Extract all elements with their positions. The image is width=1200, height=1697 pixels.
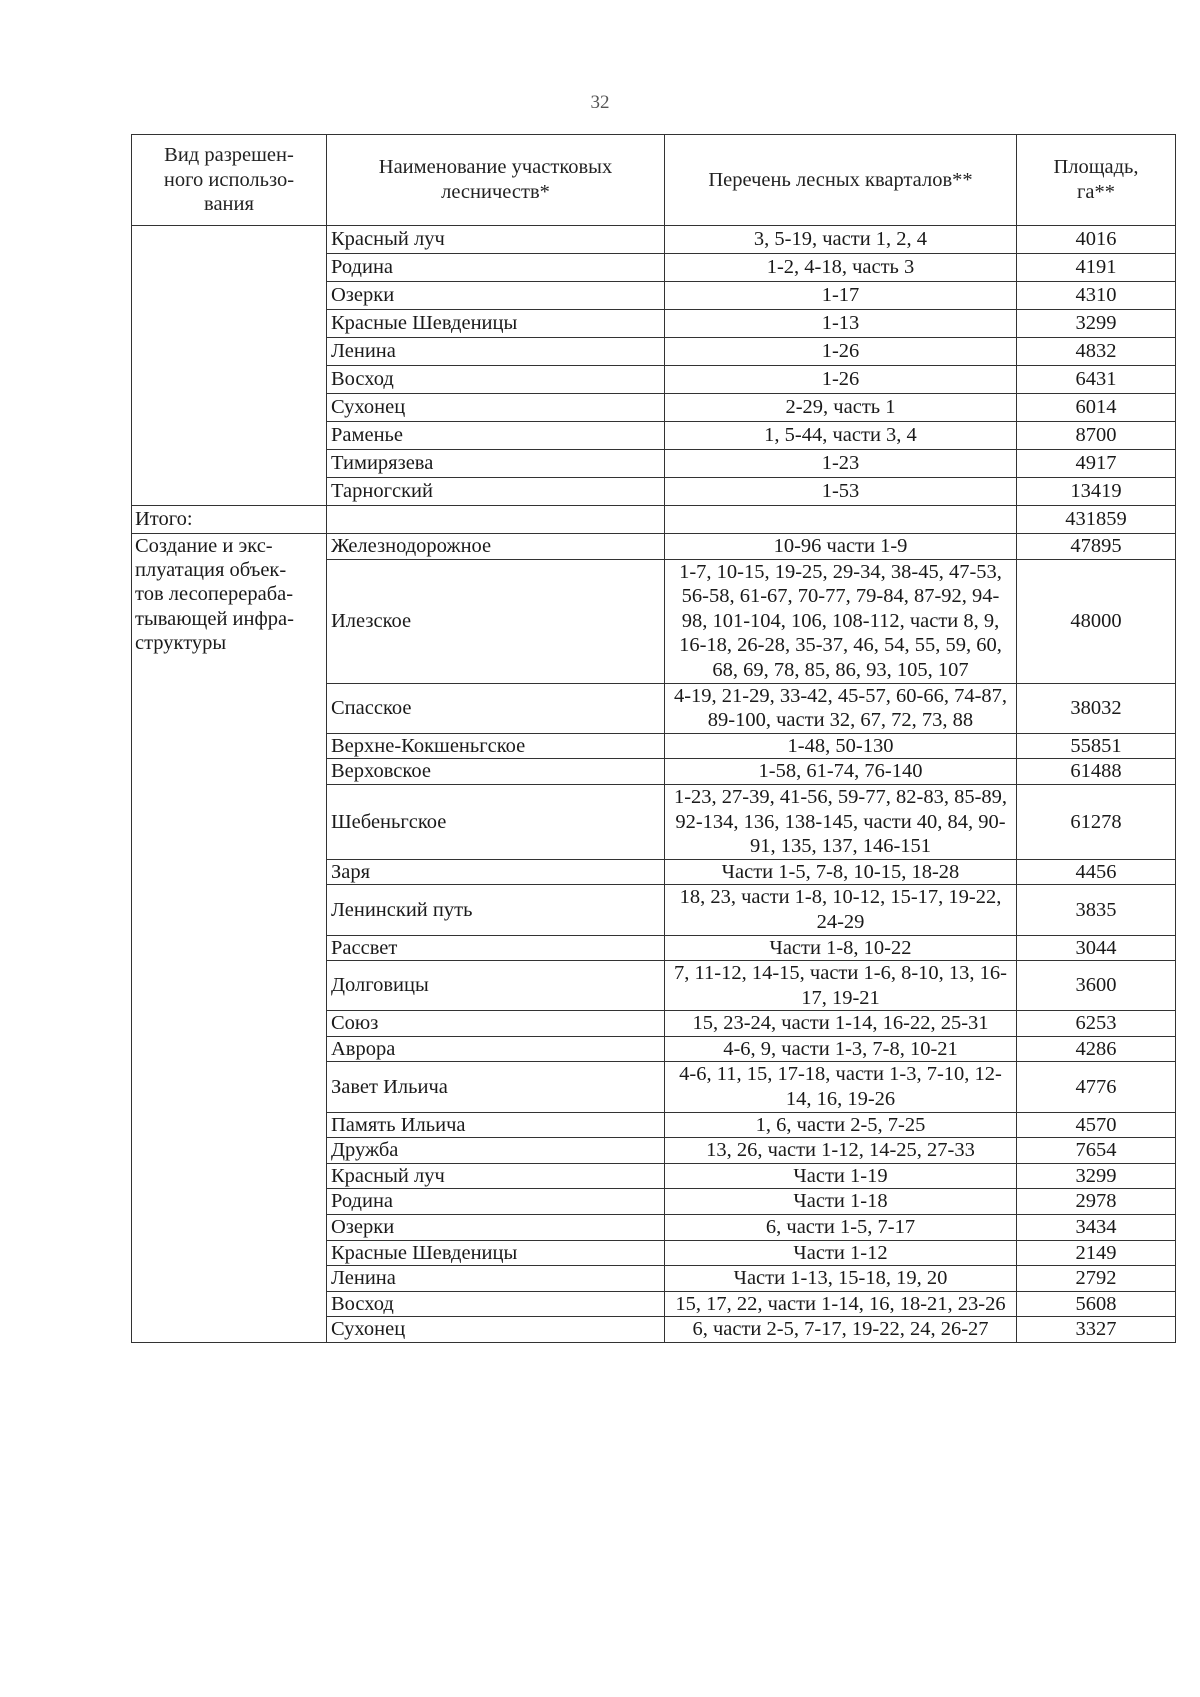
forestry-name-cell: Ленинский путь: [327, 885, 665, 935]
quarters-cell: 2-29, часть 1: [665, 394, 1017, 422]
use-type-line: тывающей инфра-: [135, 607, 294, 630]
use-type-cell-empty: [132, 226, 327, 506]
forestry-name-cell: Дружба: [327, 1138, 665, 1164]
header-quarters: Перечень лесных кварталов**: [665, 135, 1017, 226]
area-cell: 4570: [1017, 1112, 1176, 1138]
area-cell: 4191: [1017, 254, 1176, 282]
area-cell: 3835: [1017, 885, 1176, 935]
forestry-name-cell: Сухонец: [327, 394, 665, 422]
total-row: [132, 506, 1176, 534]
area-cell: 3600: [1017, 961, 1176, 1011]
area-cell: 38032: [1017, 683, 1176, 733]
header-forestry-line: лесничеств*: [441, 181, 550, 203]
quarters-cell: 4-6, 9, части 1-3, 7-8, 10-21: [665, 1036, 1017, 1062]
use-type-line: структуры: [135, 631, 227, 654]
use-type-line: тов лесоперераба-: [135, 583, 294, 606]
total-label-cell: Итого:: [132, 506, 327, 534]
quarters-cell: 1-7, 10-15, 19-25, 29-34, 38-45, 47-53, 56-58, 61-67, 70-77, 79-84, 87-92, 94-98, 101-104, 106, 108-112, части 8, 9, 16-18, 26-28, 35-37, 46, 54, 55, 59, 60, 68, 69, 78, 85, 86, 93, 105, 107: [665, 559, 1017, 683]
forestry-name-cell: Завет Ильича: [327, 1062, 665, 1112]
total-empty-cell: [665, 506, 1017, 534]
area-cell: 4832: [1017, 338, 1176, 366]
forestry-name-cell: Сухонец: [327, 1317, 665, 1343]
quarters-cell: 7, 11-12, 14-15, части 1-6, 8-10, 13, 16-17, 19-21: [665, 961, 1017, 1011]
forestry-name-cell: Тимирязева: [327, 450, 665, 478]
use-type-cell: [132, 534, 327, 1343]
forestry-name-cell: Заря: [327, 859, 665, 885]
area-cell: 4776: [1017, 1062, 1176, 1112]
quarters-cell: 1-23: [665, 450, 1017, 478]
quarters-cell: 15, 23-24, части 1-14, 16-22, 25-31: [665, 1011, 1017, 1037]
quarters-cell: 1-2, 4-18, часть 3: [665, 254, 1017, 282]
quarters-cell: Части 1-8, 10-22: [665, 935, 1017, 961]
header-area: [1017, 135, 1176, 226]
forestry-name-cell: Родина: [327, 254, 665, 282]
quarters-cell: 1-13: [665, 310, 1017, 338]
header-row: [132, 135, 1176, 226]
area-cell: 8700: [1017, 422, 1176, 450]
forestry-table: [131, 134, 1176, 1343]
area-cell: 61488: [1017, 759, 1176, 785]
forestry-name-cell: Восход: [327, 1291, 665, 1317]
quarters-cell: 1-17: [665, 282, 1017, 310]
forestry-name-cell: Красные Шевденицы: [327, 1240, 665, 1266]
area-cell: 5608: [1017, 1291, 1176, 1317]
quarters-cell: 13, 26, части 1-12, 14-25, 27-33: [665, 1138, 1017, 1164]
quarters-cell: Части 1-13, 15-18, 19, 20: [665, 1266, 1017, 1292]
forestry-name-cell: Красный луч: [327, 226, 665, 254]
use-type-line: плуатация объек-: [135, 559, 287, 582]
forestry-name-cell: Железнодорожное: [327, 534, 665, 560]
forestry-name-cell: Красные Шевденицы: [327, 310, 665, 338]
area-cell: 3299: [1017, 310, 1176, 338]
header-use-type: [132, 135, 327, 226]
area-cell: 4016: [1017, 226, 1176, 254]
header-use-type-line: вания: [204, 193, 254, 216]
forestry-name-cell: Родина: [327, 1189, 665, 1215]
use-type-line: Создание и экс-: [135, 535, 273, 557]
quarters-cell: Части 1-19: [665, 1163, 1017, 1189]
quarters-cell: 3, 5-19, части 1, 2, 4: [665, 226, 1017, 254]
forestry-name-cell: Раменье: [327, 422, 665, 450]
forestry-name-cell: Верхне-Кокшеньгское: [327, 733, 665, 759]
forestry-name-cell: Память Ильича: [327, 1112, 665, 1138]
area-cell: 2149: [1017, 1240, 1176, 1266]
forestry-name-cell: Восход: [327, 366, 665, 394]
quarters-cell: 10-96 части 1-9: [665, 534, 1017, 560]
forestry-name-cell: Ленина: [327, 1266, 665, 1292]
quarters-cell: 6, части 2-5, 7-17, 19-22, 24, 26-27: [665, 1317, 1017, 1343]
forestry-name-cell: Илезское: [327, 559, 665, 683]
total-area-cell: 431859: [1017, 506, 1176, 534]
area-cell: 6253: [1017, 1011, 1176, 1037]
quarters-cell: 15, 17, 22, части 1-14, 16, 18-21, 23-26: [665, 1291, 1017, 1317]
forestry-name-cell: Верховское: [327, 759, 665, 785]
header-use-type-line: ного использо-: [163, 168, 295, 191]
area-cell: 3434: [1017, 1215, 1176, 1241]
forestry-name-cell: Долговицы: [327, 961, 665, 1011]
quarters-cell: 1-26: [665, 338, 1017, 366]
area-cell: 3299: [1017, 1163, 1176, 1189]
area-cell: 2792: [1017, 1266, 1176, 1292]
area-cell: 6431: [1017, 366, 1176, 394]
forestry-name-cell: Красный луч: [327, 1163, 665, 1189]
total-empty-cell: [327, 506, 665, 534]
header-area-line: Площадь,: [1053, 156, 1139, 179]
quarters-cell: 1-26: [665, 366, 1017, 394]
page-number: 32: [590, 92, 610, 113]
area-cell: 6014: [1017, 394, 1176, 422]
area-cell: 55851: [1017, 733, 1176, 759]
area-cell: 13419: [1017, 478, 1176, 506]
forestry-name-cell: Озерки: [327, 282, 665, 310]
area-cell: 3327: [1017, 1317, 1176, 1343]
quarters-cell: Части 1-18: [665, 1189, 1017, 1215]
quarters-cell: 18, 23, части 1-8, 10-12, 15-17, 19-22, 24-29: [665, 885, 1017, 935]
quarters-cell: 1-53: [665, 478, 1017, 506]
area-cell: 2978: [1017, 1189, 1176, 1215]
table-body: [132, 226, 1176, 1343]
area-cell: 7654: [1017, 1138, 1176, 1164]
area-cell: 47895: [1017, 534, 1176, 560]
forestry-name-cell: Шебеньгское: [327, 784, 665, 859]
quarters-cell: 1-58, 61-74, 76-140: [665, 759, 1017, 785]
quarters-cell: Части 1-5, 7-8, 10-15, 18-28: [665, 859, 1017, 885]
area-cell: 4456: [1017, 859, 1176, 885]
forestry-name-cell: Озерки: [327, 1215, 665, 1241]
area-cell: 4310: [1017, 282, 1176, 310]
quarters-cell: 4-6, 11, 15, 17-18, части 1-3, 7-10, 12-14, 16, 19-26: [665, 1062, 1017, 1112]
quarters-cell: 1, 5-44, части 3, 4: [665, 422, 1017, 450]
quarters-cell: 1-23, 27-39, 41-56, 59-77, 82-83, 85-89, 92-134, 136, 138-145, части 40, 84, 90-91, 135, 137, 146-151: [665, 784, 1017, 859]
area-cell: 61278: [1017, 784, 1176, 859]
quarters-cell: 6, части 1-5, 7-17: [665, 1215, 1017, 1241]
header-forestry-line: Наименование участковых: [378, 156, 613, 179]
quarters-cell: 1-48, 50-130: [665, 733, 1017, 759]
table-row: [132, 534, 1176, 560]
area-cell: 4917: [1017, 450, 1176, 478]
header-use-type-line: Вид разрешен-: [164, 144, 294, 167]
quarters-cell: 4-19, 21-29, 33-42, 45-57, 60-66, 74-87, 89-100, части 32, 67, 72, 73, 88: [665, 683, 1017, 733]
forestry-name-cell: Аврора: [327, 1036, 665, 1062]
table-row: [132, 226, 1176, 254]
forestry-name-cell: Ленина: [327, 338, 665, 366]
forestry-name-cell: Рассвет: [327, 935, 665, 961]
header-area-line: га**: [1076, 181, 1115, 203]
forestry-name-cell: Спасское: [327, 683, 665, 733]
forestry-name-cell: Союз: [327, 1011, 665, 1037]
area-cell: 48000: [1017, 559, 1176, 683]
area-cell: 3044: [1017, 935, 1176, 961]
header-forestry: [327, 135, 665, 226]
quarters-cell: Части 1-12: [665, 1240, 1017, 1266]
quarters-cell: 1, 6, части 2-5, 7-25: [665, 1112, 1017, 1138]
area-cell: 4286: [1017, 1036, 1176, 1062]
forestry-name-cell: Тарногский: [327, 478, 665, 506]
forestry-table-container: [131, 134, 1175, 1343]
